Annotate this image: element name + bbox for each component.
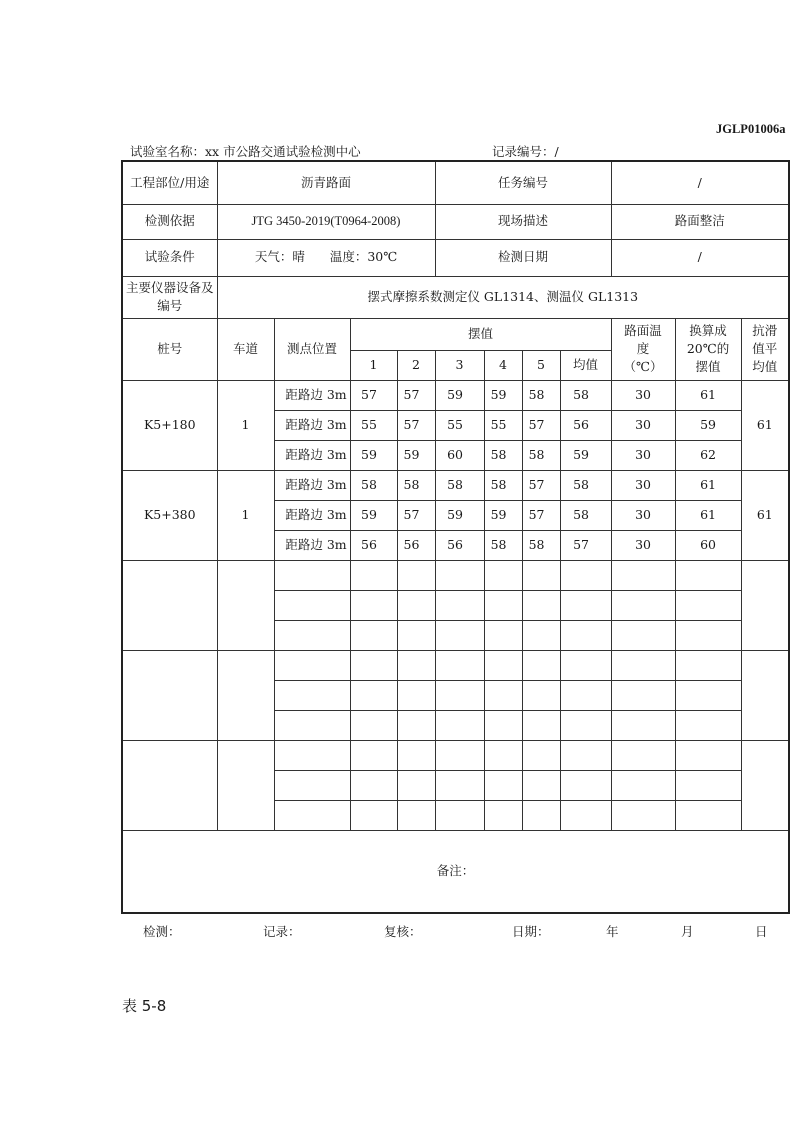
- lane-cell[interactable]: [217, 650, 274, 740]
- tester-label: 检测：: [143, 924, 181, 939]
- site-value: 路面整洁: [611, 204, 789, 239]
- pendulum-value-4: 59: [484, 500, 522, 530]
- pendulum-value-3[interactable]: [435, 710, 484, 740]
- conditions-label: 试验条件: [122, 239, 217, 276]
- temp-cell[interactable]: [611, 710, 675, 740]
- pendulum-value-2[interactable]: [397, 560, 435, 590]
- pendulum-value-1: 58: [350, 470, 397, 500]
- converted-cell[interactable]: [675, 740, 741, 770]
- pendulum-value-1[interactable]: [350, 620, 397, 650]
- converted-cell[interactable]: [675, 680, 741, 710]
- col-p1: 1: [350, 350, 397, 380]
- mean-cell[interactable]: [560, 710, 611, 740]
- pendulum-value-3: 59: [435, 500, 484, 530]
- col-temp: 路面温度（℃）: [611, 318, 675, 380]
- converted-cell: 61: [675, 470, 741, 500]
- pendulum-value-1: 55: [350, 410, 397, 440]
- position-cell: 距路边 3m: [274, 440, 350, 470]
- skid-avg-cell: 61: [741, 380, 789, 470]
- lab-name: 试验室名称：xx 市公路交通试验检测中心: [130, 144, 361, 159]
- pendulum-value-3: 56: [435, 530, 484, 560]
- col-p4: 4: [484, 350, 522, 380]
- position-cell[interactable]: [274, 650, 350, 680]
- mean-cell: 58: [560, 470, 611, 500]
- pendulum-value-2[interactable]: [397, 680, 435, 710]
- basis-label: 检测依据: [122, 204, 217, 239]
- pendulum-value-3[interactable]: [435, 560, 484, 590]
- pendulum-value-2[interactable]: [397, 620, 435, 650]
- col-converted: 换算成20℃的摆值: [675, 318, 741, 380]
- pendulum-value-1[interactable]: [350, 710, 397, 740]
- position-cell: 距路边 3m: [274, 410, 350, 440]
- pendulum-value-3[interactable]: [435, 650, 484, 680]
- station-cell: K5+380: [122, 470, 217, 560]
- col-mean: 均值: [560, 350, 611, 380]
- table-row: [122, 650, 789, 680]
- lane-cell[interactable]: [217, 740, 274, 830]
- pendulum-value-2: 57: [397, 500, 435, 530]
- pendulum-value-3[interactable]: [435, 740, 484, 770]
- position-cell[interactable]: [274, 740, 350, 770]
- recorder-label: 记录：: [263, 924, 301, 939]
- col-pendulum: 摆值: [350, 318, 611, 350]
- lane-cell[interactable]: [217, 560, 274, 650]
- pendulum-value-1: 59: [350, 440, 397, 470]
- pendulum-value-1[interactable]: [350, 740, 397, 770]
- skid-avg-cell: 61: [741, 470, 789, 560]
- pendulum-value-2[interactable]: [397, 650, 435, 680]
- pendulum-value-4[interactable]: [484, 620, 522, 650]
- temp-cell[interactable]: [611, 650, 675, 680]
- pendulum-value-2[interactable]: [397, 740, 435, 770]
- form-code: JGLP01006a: [716, 122, 786, 136]
- mean-cell[interactable]: [560, 590, 611, 620]
- pendulum-value-1: 56: [350, 530, 397, 560]
- pendulum-value-2: 58: [397, 470, 435, 500]
- position-cell: 距路边 3m: [274, 500, 350, 530]
- position-cell[interactable]: [274, 770, 350, 800]
- temp-cell: 30: [611, 440, 675, 470]
- pendulum-value-3[interactable]: [435, 770, 484, 800]
- col-station: 桩号: [122, 318, 217, 380]
- pendulum-value-1: 57: [350, 380, 397, 410]
- day-label: 日: [755, 924, 768, 939]
- converted-cell[interactable]: [675, 650, 741, 680]
- pendulum-value-5: 57: [522, 500, 560, 530]
- date-value: /: [611, 239, 789, 276]
- pendulum-value-4: 58: [484, 530, 522, 560]
- pendulum-value-2[interactable]: [397, 710, 435, 740]
- equipment-label: 主要仪器设备及编号: [122, 276, 217, 318]
- converted-cell: 60: [675, 530, 741, 560]
- pendulum-value-4[interactable]: [484, 710, 522, 740]
- pendulum-value-3: 60: [435, 440, 484, 470]
- task-no-label: 任务编号: [435, 161, 611, 204]
- pendulum-value-2[interactable]: [397, 770, 435, 800]
- table-row: [122, 470, 789, 500]
- table-row: [122, 380, 789, 410]
- mean-cell[interactable]: [560, 620, 611, 650]
- pendulum-value-4: 55: [484, 410, 522, 440]
- pendulum-value-2: 59: [397, 440, 435, 470]
- converted-cell[interactable]: [675, 770, 741, 800]
- table-number: 表 5-8: [122, 997, 167, 1015]
- month-label: 月: [681, 924, 694, 939]
- pendulum-value-5[interactable]: [522, 800, 560, 830]
- mean-cell[interactable]: [560, 800, 611, 830]
- mean-cell: 59: [560, 440, 611, 470]
- mean-cell[interactable]: [560, 560, 611, 590]
- position-cell: 距路边 3m: [274, 380, 350, 410]
- pendulum-value-5: 57: [522, 470, 560, 500]
- pendulum-value-5[interactable]: [522, 680, 560, 710]
- pendulum-value-5: 57: [522, 410, 560, 440]
- position-cell[interactable]: [274, 680, 350, 710]
- project-value: 沥青路面: [217, 161, 435, 204]
- col-p2: 2: [397, 350, 435, 380]
- converted-cell: 62: [675, 440, 741, 470]
- site-label: 现场描述: [435, 204, 611, 239]
- mean-cell: 58: [560, 500, 611, 530]
- pendulum-value-1[interactable]: [350, 650, 397, 680]
- temp-cell[interactable]: [611, 770, 675, 800]
- date-label-sign: 日期：: [512, 924, 550, 939]
- pendulum-value-1: 59: [350, 500, 397, 530]
- temp-cell: 30: [611, 380, 675, 410]
- pendulum-value-5[interactable]: [522, 770, 560, 800]
- temp-cell: 30: [611, 530, 675, 560]
- col-p3: 3: [435, 350, 484, 380]
- remarks-cell[interactable]: [122, 830, 789, 913]
- mean-cell[interactable]: [560, 650, 611, 680]
- pendulum-value-3: 58: [435, 470, 484, 500]
- pendulum-value-4: 59: [484, 380, 522, 410]
- mean-cell: 57: [560, 530, 611, 560]
- conditions-value: 天气：晴 温度：30℃: [217, 239, 435, 276]
- pendulum-value-4[interactable]: [484, 560, 522, 590]
- position-cell: 距路边 3m: [274, 530, 350, 560]
- reviewer-label: 复核：: [384, 924, 422, 939]
- temp-cell[interactable]: [611, 560, 675, 590]
- col-lane: 车道: [217, 318, 274, 380]
- converted-cell[interactable]: [675, 620, 741, 650]
- temp-cell[interactable]: [611, 590, 675, 620]
- project-label: 工程部位/用途: [122, 161, 217, 204]
- table-row: [122, 740, 789, 770]
- pendulum-value-5[interactable]: [522, 620, 560, 650]
- pendulum-value-3[interactable]: [435, 590, 484, 620]
- lane-cell: 1: [217, 380, 274, 470]
- pendulum-value-5[interactable]: [522, 740, 560, 770]
- pendulum-value-3[interactable]: [435, 680, 484, 710]
- pendulum-value-3: 55: [435, 410, 484, 440]
- pendulum-value-2[interactable]: [397, 590, 435, 620]
- pendulum-value-3[interactable]: [435, 800, 484, 830]
- skid-avg-cell[interactable]: [741, 650, 789, 740]
- station-cell: K5+180: [122, 380, 217, 470]
- temp-cell[interactable]: [611, 680, 675, 710]
- temp-cell[interactable]: [611, 620, 675, 650]
- pendulum-value-5[interactable]: [522, 590, 560, 620]
- temp-cell[interactable]: [611, 740, 675, 770]
- pendulum-value-1[interactable]: [350, 590, 397, 620]
- pendulum-value-5[interactable]: [522, 650, 560, 680]
- date-label: 检测日期: [435, 239, 611, 276]
- position-cell[interactable]: [274, 710, 350, 740]
- pendulum-value-4[interactable]: [484, 740, 522, 770]
- pendulum-value-5: 58: [522, 530, 560, 560]
- col-avg: 抗滑值平均值: [741, 318, 789, 380]
- mean-cell: 58: [560, 380, 611, 410]
- station-cell[interactable]: [122, 740, 217, 830]
- position-cell[interactable]: [274, 620, 350, 650]
- pendulum-value-1[interactable]: [350, 800, 397, 830]
- converted-cell[interactable]: [675, 560, 741, 590]
- data-body: [122, 380, 789, 830]
- pendulum-value-4[interactable]: [484, 650, 522, 680]
- converted-cell: 59: [675, 410, 741, 440]
- pendulum-value-4: 58: [484, 470, 522, 500]
- pendulum-value-3[interactable]: [435, 620, 484, 650]
- converted-cell[interactable]: [675, 800, 741, 830]
- col-position: 测点位置: [274, 318, 350, 380]
- equipment-value: 摆式摩擦系数测定仪 GL1314、测温仪 GL1313: [217, 276, 789, 318]
- pendulum-value-4[interactable]: [484, 680, 522, 710]
- pendulum-value-1[interactable]: [350, 560, 397, 590]
- pendulum-value-4[interactable]: [484, 800, 522, 830]
- mean-cell[interactable]: [560, 680, 611, 710]
- position-cell: 距路边 3m: [274, 470, 350, 500]
- converted-cell: 61: [675, 380, 741, 410]
- mean-cell: 56: [560, 410, 611, 440]
- pendulum-value-1[interactable]: [350, 680, 397, 710]
- temp-cell: 30: [611, 500, 675, 530]
- pendulum-value-5[interactable]: [522, 710, 560, 740]
- mean-cell[interactable]: [560, 740, 611, 770]
- lane-cell: 1: [217, 470, 274, 560]
- record-number: 记录编号：/: [492, 144, 559, 159]
- pendulum-value-5: 58: [522, 440, 560, 470]
- mean-cell[interactable]: [560, 770, 611, 800]
- temp-cell: 30: [611, 410, 675, 440]
- remarks-label: 备注：: [436, 863, 475, 879]
- pendulum-value-5: 58: [522, 380, 560, 410]
- pendulum-value-1[interactable]: [350, 770, 397, 800]
- task-no-value: /: [611, 161, 789, 204]
- skid-avg-cell[interactable]: [741, 740, 789, 830]
- position-cell[interactable]: [274, 800, 350, 830]
- pendulum-value-2: 57: [397, 380, 435, 410]
- position-cell[interactable]: [274, 590, 350, 620]
- col-p5: 5: [522, 350, 560, 380]
- temp-cell[interactable]: [611, 800, 675, 830]
- temp-cell: 30: [611, 470, 675, 500]
- pendulum-value-2[interactable]: [397, 800, 435, 830]
- year-label: 年: [606, 924, 619, 939]
- converted-cell[interactable]: [675, 710, 741, 740]
- basis-value: JTG 3450-2019(T0964-2008): [217, 204, 435, 239]
- position-cell[interactable]: [274, 560, 350, 590]
- pendulum-value-4: 58: [484, 440, 522, 470]
- skid-avg-cell[interactable]: [741, 560, 789, 650]
- converted-cell[interactable]: [675, 590, 741, 620]
- pendulum-value-4[interactable]: [484, 770, 522, 800]
- pendulum-value-4[interactable]: [484, 590, 522, 620]
- pendulum-value-2: 56: [397, 530, 435, 560]
- converted-cell: 61: [675, 500, 741, 530]
- pendulum-value-5[interactable]: [522, 560, 560, 590]
- pendulum-value-3: 59: [435, 380, 484, 410]
- station-cell[interactable]: [122, 650, 217, 740]
- station-cell[interactable]: [122, 560, 217, 650]
- pendulum-value-2: 57: [397, 410, 435, 440]
- table-row: [122, 560, 789, 590]
- pendulum-test-record-table: [121, 160, 790, 914]
- signature-row: [121, 922, 788, 942]
